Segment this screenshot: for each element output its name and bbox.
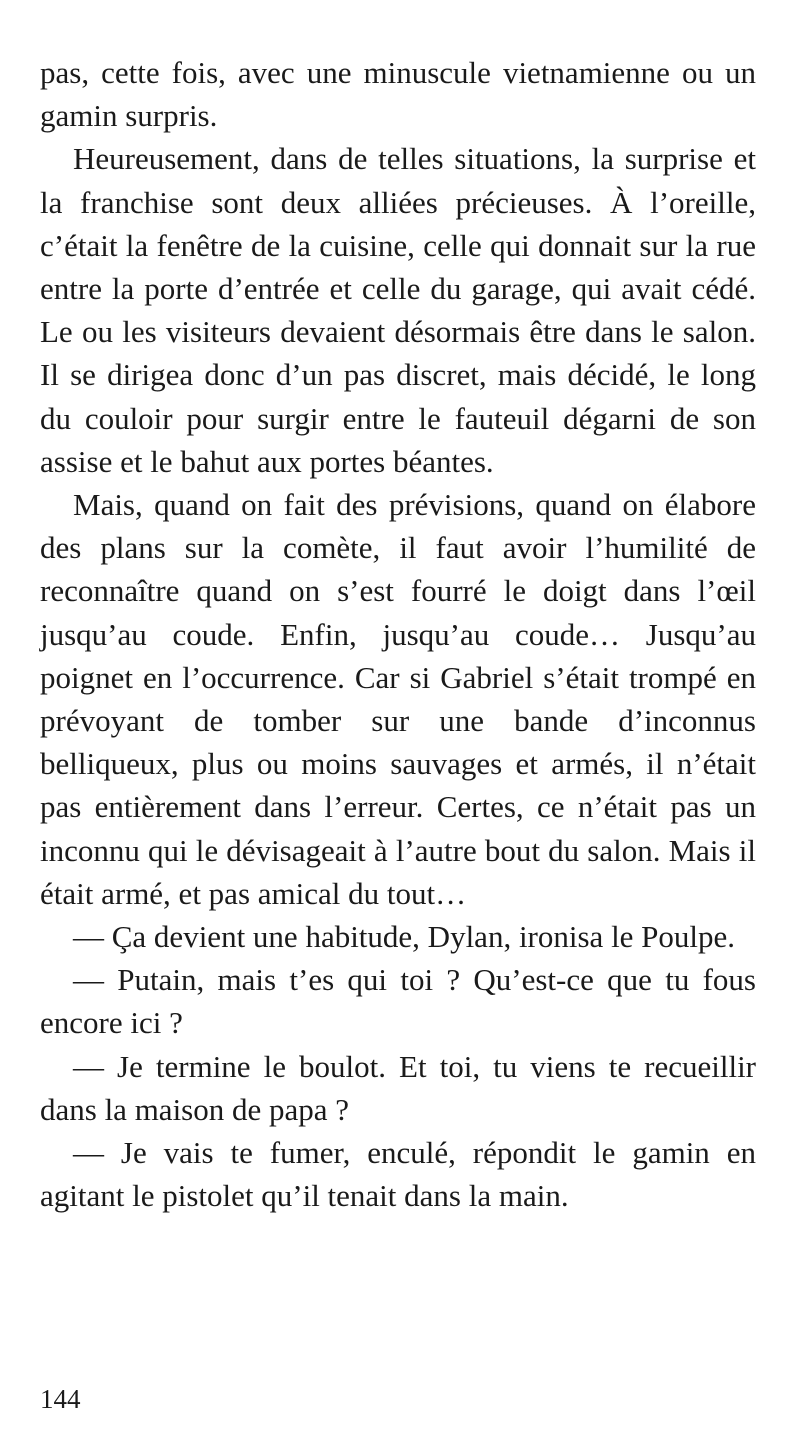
page-number: 144 [40, 1384, 81, 1414]
body-text [40, 51, 756, 1217]
dialogue-line: — Je vais te fumer, enculé, répondit le gamin en agitant le pistolet qu’il tenait dans la main. [40, 1135, 756, 1214]
dialogue-line: — Je termine le boulot. Et toi, tu viens te recueillir dans la maison de papa ? [40, 1048, 756, 1127]
dialogue-line: — Putain, mais t’es qui toi ? Qu’est-ce que tu fous encore ici ? [40, 962, 756, 1041]
paragraph: Heureusement, dans de telles situations, la surprise et la franchise sont deux alliées précieuses. À l’oreille, c’était la fenêtre de la cuisine, celle qui donnait sur la rue entre la porte d’entrée et celle du garage, qui avait cédé. Le ou les visiteurs devaient désormais être dans le salon. Il se dirigea donc d’un pas discret, mais décidé, le long du couloir pour surgir entre le fauteuil dégarni de son assise et le bahut aux portes béantes. [40, 141, 756, 479]
paragraph-continuation: pas, cette fois, avec une minuscule vietnamienne ou un gamin surpris. [40, 55, 756, 134]
paragraph: Mais, quand on fait des prévisions, quand on élabore des plans sur la comète, il faut avoir l’humilité de reconnaître quand on s’est fourré le doigt dans l’œil jusqu’au coude. Enfin, jusqu’au coude… Jusqu’au poignet en l’occurrence. Car si Gabriel s’était trompé en prévoyant de tomber sur une bande d’inconnus belliqueux, plus ou moins sauvages et armés, il n’était pas entièrement dans l’erreur. Certes, ce n’était pas un inconnu qui le dévisageait à l’autre bout du salon. Mais il était armé, et pas amical du tout… [40, 487, 756, 911]
dialogue-line: — Ça devient une habitude, Dylan, ironisa le Poulpe. [73, 919, 736, 955]
